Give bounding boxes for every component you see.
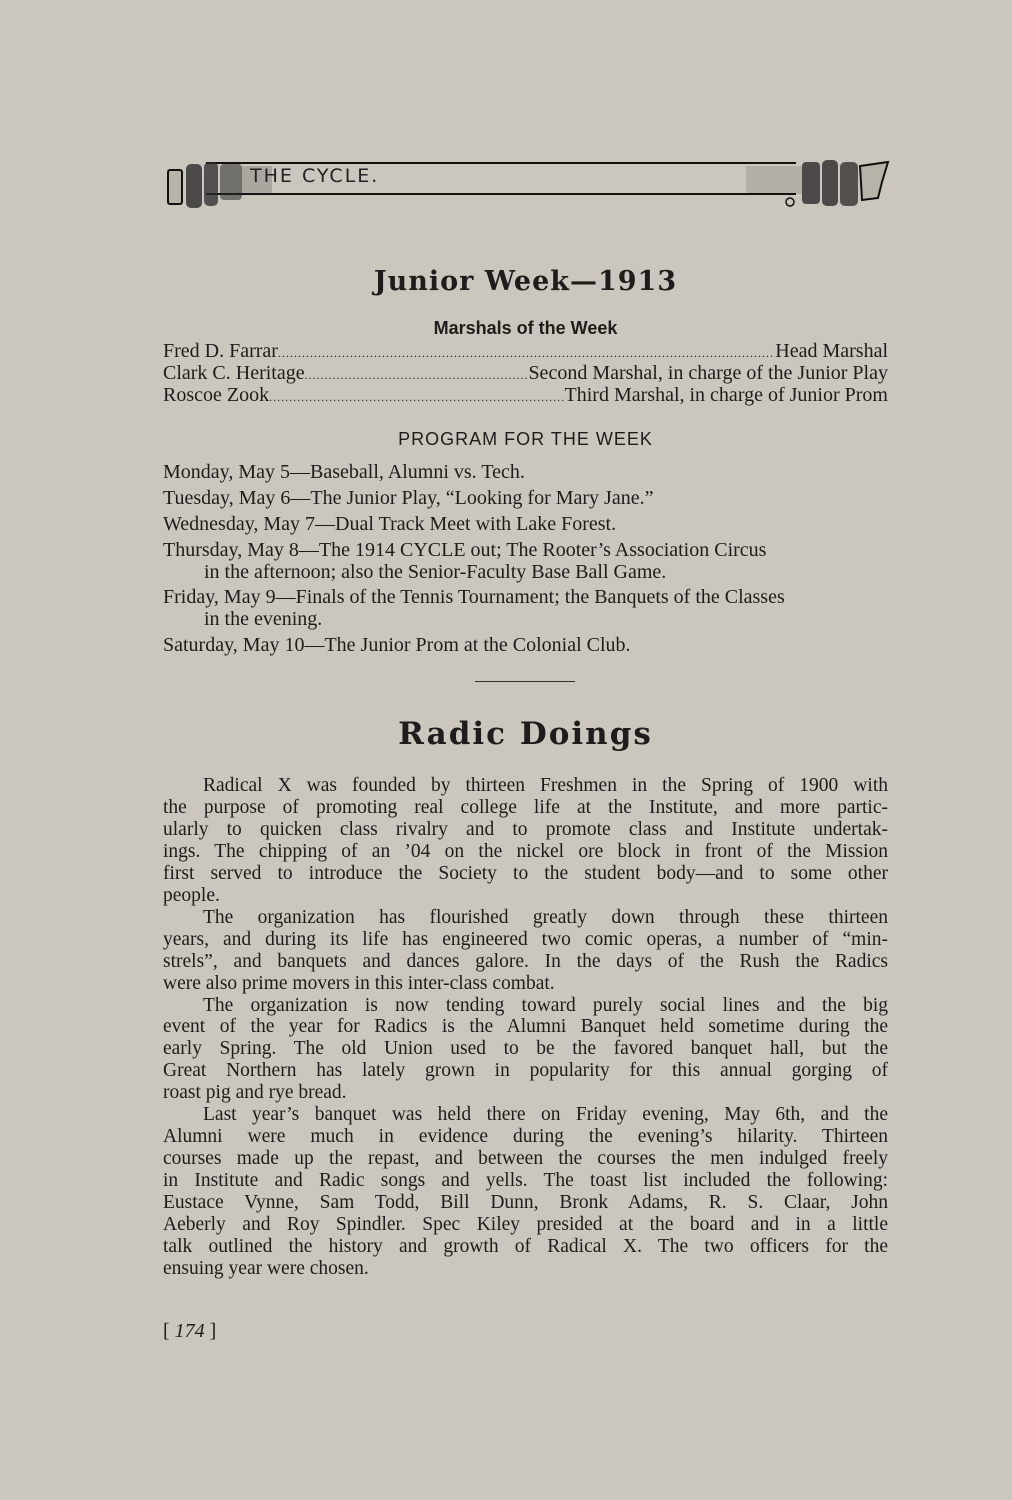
program-line: Friday, May 9—Finals of the Tennis Tournament; the Banquets of the Classes [163, 586, 785, 608]
program-item [163, 462, 888, 484]
paragraph-line: first served to introduce the Society to the student body—and to some other [163, 862, 888, 884]
paragraph-line: courses made up the repast, and between the courses the men indulged freely [163, 1148, 888, 1170]
marshal-name: Fred D. Farrar [163, 340, 278, 362]
running-title: THE CYCLE. [250, 165, 380, 187]
marshal-name: Clark C. Heritage [163, 362, 305, 384]
program-line: Wednesday, May 7—Dual Track Meet with Lake Forest. [163, 513, 617, 535]
paragraph-line: talk outlined the history and growth of Radical X. The two officers for the [163, 1236, 888, 1258]
dot-leader [278, 342, 775, 364]
radic-doings-body [163, 775, 888, 1280]
paragraph-line: people. [163, 884, 220, 906]
program-line: Saturday, May 10—The Junior Prom at the Colonial Club. [163, 634, 631, 656]
paragraph-line: strels”, and banquets and dances galore. In the days of the Rush the Radics [163, 950, 888, 972]
paragraph [163, 1104, 888, 1280]
paragraph [163, 775, 888, 907]
paragraph-line: ings. The chipping of an ’04 on the nickel ore block in front of the Mission [163, 840, 888, 862]
program-heading: PROGRAM FOR THE WEEK [398, 429, 653, 449]
paragraph-line: years, and during its life has engineered two comic operas, a number of “min- [163, 928, 888, 950]
paragraph-line: were also prime movers in this inter-class combat. [163, 972, 555, 994]
marshals-heading: Marshals of the Week [433, 318, 618, 338]
paragraph-line: The organization has flourished greatly down through these thirteen [203, 906, 888, 928]
marshal-row [163, 362, 888, 386]
program-line: in the afternoon; also the Senior-Faculty Base Ball Game. [204, 560, 667, 583]
marshal-row [163, 384, 888, 408]
dot-leader [269, 386, 564, 408]
program-item [163, 488, 888, 510]
paragraph-line: Aeberly and Roy Spindler. Spec Kiley presided at the board and in a little [163, 1214, 888, 1236]
paragraph-line: ensuing year were chosen. [163, 1257, 369, 1279]
paragraph [163, 907, 888, 995]
marshal-role: Head Marshal [775, 340, 888, 362]
program-item [163, 514, 888, 536]
junior-week-title: Junior Week—1913 [373, 266, 678, 297]
program-item [163, 587, 888, 630]
program-item [163, 635, 888, 657]
paragraph-line: Alumni were much in evidence during the evening’s hilarity. Thirteen [163, 1126, 888, 1148]
paragraph-line: in Institute and Radic songs and yells. The toast list included the following: [163, 1170, 888, 1192]
paragraph-line: Great Northern has lately grown in popularity for this annual gorging of [163, 1060, 888, 1082]
radic-doings-title: Radic Doings [398, 716, 653, 752]
program-line: Tuesday, May 6—The Junior Play, “Looking for Mary Jane.” [163, 487, 654, 509]
paragraph-line: event of the year for Radics is the Alumni Banquet held sometime during the [163, 1016, 888, 1038]
marshal-row [163, 340, 888, 364]
paragraph-line: the purpose of promoting real college life at the Institute, and more partic- [163, 796, 888, 818]
paragraph-line: ularly to quicken class rivalry and to promote class and Institute undertak- [163, 818, 888, 840]
paragraph-line: Radical X was founded by thirteen Freshmen in the Spring of 1900 with [203, 775, 888, 796]
program-item [163, 540, 888, 583]
paragraph-line: The organization is now tending toward purely social lines and the big [203, 994, 888, 1016]
marshal-role: Second Marshal, in charge of the Junior Play [528, 362, 888, 384]
page-number: [ 174 ] [163, 1320, 217, 1342]
marshal-name: Roscoe Zook [163, 384, 270, 406]
dot-leader [305, 364, 529, 386]
paragraph-line: roast pig and rye bread. [163, 1082, 347, 1104]
section-divider [475, 681, 575, 682]
page-number-value: 174 [174, 1320, 205, 1342]
paragraph-line: Last year’s banquet was held there on Friday evening, May 6th, and the [203, 1104, 888, 1126]
paragraph-line: Eustace Vynne, Sam Todd, Bill Dunn, Bronk Adams, R. S. Claar, John [163, 1192, 888, 1214]
paragraph-line: early Spring. The old Union used to be the favored banquet hall, but the [163, 1038, 888, 1060]
program-line: in the evening. [204, 607, 323, 630]
program-line: Monday, May 5—Baseball, Alumni vs. Tech. [163, 461, 525, 483]
paragraph [163, 995, 888, 1105]
program-line: Thursday, May 8—The 1914 CYCLE out; The Rooter’s Association Circus [163, 539, 767, 561]
marshal-role: Third Marshal, in charge of Junior Prom [564, 384, 888, 406]
